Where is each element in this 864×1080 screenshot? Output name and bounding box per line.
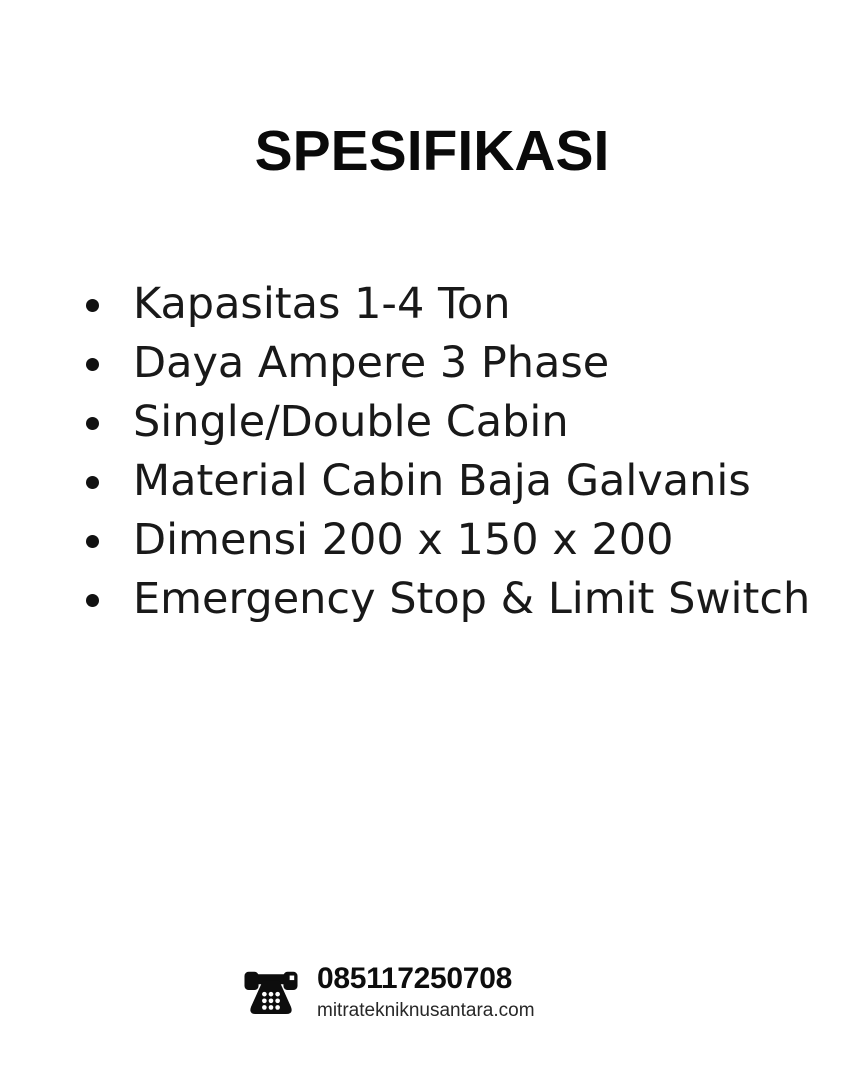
website-url: mitratekniknusantara.com (317, 999, 535, 1021)
spec-text: Dimensi 200 x 150 x 200 (133, 515, 674, 565)
spec-text: Daya Ampere 3 Phase (133, 338, 610, 388)
contact-footer (242, 963, 535, 1022)
contact-text-block (317, 963, 535, 1021)
list-item (86, 511, 854, 570)
spec-text: Single/Double Cabin (133, 397, 569, 447)
spec-list (86, 275, 854, 629)
spec-text: Material Cabin Baja Galvanis (133, 456, 751, 506)
telephone-icon (242, 968, 300, 1022)
list-item (86, 393, 854, 452)
list-item (86, 275, 854, 334)
list-item (86, 570, 854, 629)
spec-text: Kapasitas 1-4 Ton (133, 279, 511, 329)
spec-text: Emergency Stop & Limit Switch (133, 574, 811, 624)
page-title: SPESIFIKASI (254, 119, 610, 183)
list-item (86, 334, 854, 393)
list-item (86, 452, 854, 511)
phone-number: 085117250708 (317, 962, 512, 995)
